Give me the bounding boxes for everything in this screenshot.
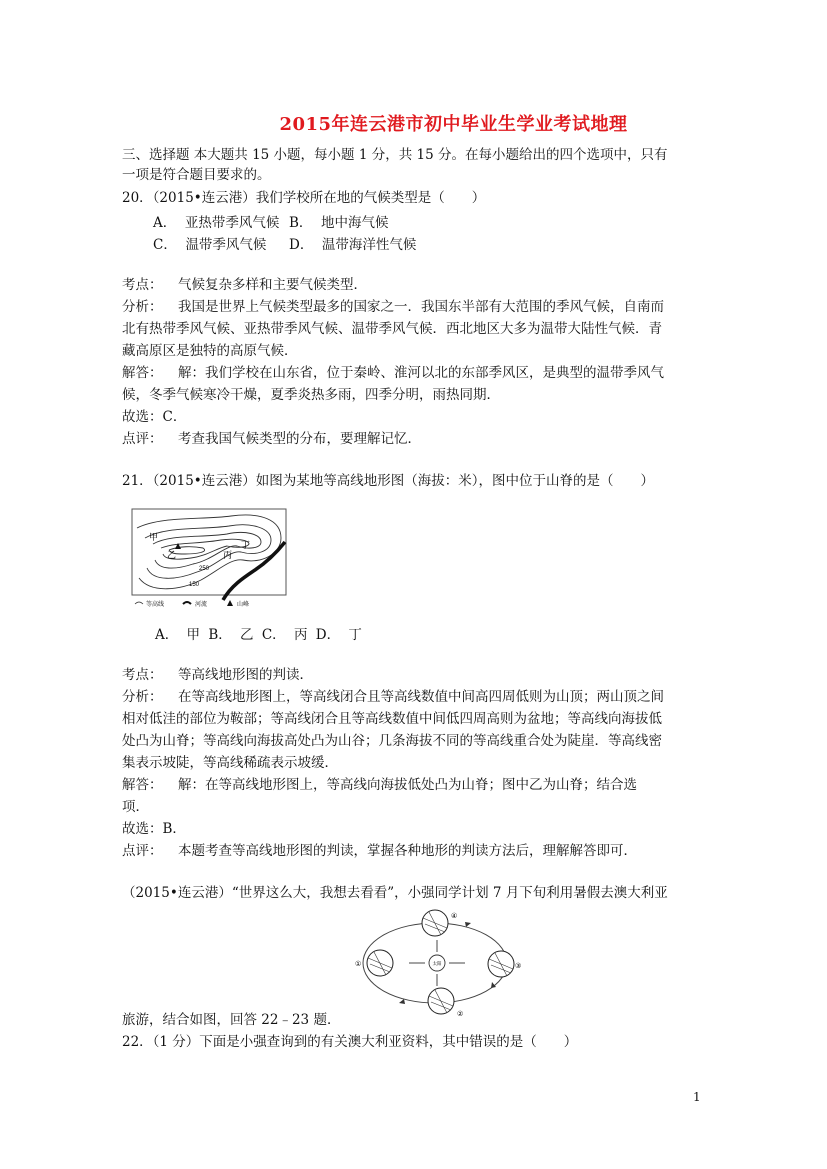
q20-jieda-1: 解答： 解：我们学校在山东省，位于秦岭、淮河以北的东部季风区，是典型的温带季风气 bbox=[122, 365, 664, 381]
map-label-jia: 甲 bbox=[149, 532, 159, 542]
q20-fenxi-3: 藏高原区是独特的高原气候． bbox=[122, 343, 298, 359]
q20-comment: 点评： 考查我国气候类型的分布，要理解记忆． bbox=[122, 431, 421, 447]
q21-fenxi-3: 处凸为山脊；等高线向海拔高处凸为山谷；几条海拔不同的等高线重合处为陡崖．等高线密 bbox=[122, 733, 662, 749]
contour-value-150: 150 bbox=[189, 582, 200, 588]
page-number: 1 bbox=[693, 1090, 701, 1104]
sun-label: 太阳 bbox=[432, 961, 442, 966]
q20-option-a: A． 亚热带季风气候 bbox=[153, 215, 280, 231]
contour-map-figure bbox=[131, 508, 287, 608]
orbit-label-1: ① bbox=[355, 960, 362, 968]
orbit-arrow-bottom bbox=[399, 999, 405, 1004]
q20-stem: 20．（2015•连云港）我们学校所在地的气候类型是（ ） bbox=[122, 190, 486, 206]
map-legend bbox=[135, 600, 249, 608]
q21-fenxi-2: 相对低洼的部位为鞍部；等高线闭合且等高线数值中间低四周高则为盆地；等高线向海拔低 bbox=[122, 711, 662, 727]
map-label-yi: 乙 bbox=[167, 550, 177, 560]
q20-option-b: B． 地中海气候 bbox=[289, 215, 389, 231]
q21-options: A． 甲 B． 乙 C． 丙 D． 丁 bbox=[155, 627, 362, 643]
map-label-ding: 丁 bbox=[241, 540, 251, 550]
orbit-arrow-top bbox=[465, 922, 471, 927]
q22-23-intro-1: （2015•连云港）“世界这么大，我想去看看”，小强同学计划 7 月下旬利用暑假去澳大利亚 bbox=[122, 885, 668, 901]
q20-option-d: D． 温带海洋性气候 bbox=[289, 237, 417, 253]
orbit-label-4: ④ bbox=[451, 912, 458, 920]
q20-fenxi-2: 北有热带季风气候、亚热带季风气候、温带季风气候．西北地区大多为温带大陆性气候．青 bbox=[122, 321, 662, 337]
q22-23-intro-2: 旅游，结合如图，回答 22﹣23 题． bbox=[122, 1012, 341, 1028]
q20-jieda-2: 候，冬季气候寒冷干燥，夏季炎热多雨，四季分明，雨热同期． bbox=[122, 387, 500, 403]
legend-contour-icon bbox=[135, 602, 143, 604]
q20-answer: 故选：C． bbox=[122, 409, 187, 425]
q21-stem: 21．（2015•连云港）如图为某地等高线地形图（海拔：米），图中位于山脊的是（ ） bbox=[122, 473, 654, 489]
legend-contour: 等高线 bbox=[146, 602, 165, 608]
q21-kaodian: 考点： 等高线地形图的判读． bbox=[122, 667, 313, 683]
legend-peak-icon bbox=[227, 600, 233, 606]
q21-comment: 点评： 本题考查等高线地形图的判读，掌握各种地形的判读方法后，理解解答即可． bbox=[122, 843, 637, 859]
q21-answer: 故选：B． bbox=[122, 821, 186, 837]
map-label-bing: 丙 bbox=[223, 550, 233, 560]
orbit-label-2: ② bbox=[457, 1010, 464, 1018]
q21-fenxi-4: 集表示坡陡，等高线稀疏表示坡缓． bbox=[122, 755, 338, 771]
q20-fenxi-1: 分析： 我国是世界上气候类型最多的国家之一．我国东半部有大范围的季风气候，自南而 bbox=[122, 299, 664, 315]
q22-stem: 22．（1 分）下面是小强查询到的有关澳大利亚资料，其中错误的是（ ） bbox=[122, 1034, 578, 1050]
earth-orbit-figure bbox=[345, 906, 525, 1020]
contour-value-250: 250 bbox=[199, 566, 210, 572]
section-instruction-line2: 一项是符合题目要求的。 bbox=[122, 167, 271, 183]
q21-jieda-1: 解答： 解：在等高线地形图上，等高线向海拔低处凸为山脊；图中乙为山脊；结合选 bbox=[122, 777, 637, 793]
q20-option-c: C． 温带季风气候 bbox=[153, 237, 267, 253]
q21-jieda-2: 项． bbox=[122, 799, 149, 815]
page-title: 2015年连云港市初中毕业生学业考试地理 bbox=[279, 114, 628, 135]
legend-river-icon bbox=[183, 602, 191, 604]
legend-river: 河流 bbox=[195, 602, 208, 608]
section-instruction-line1: 三、选择题 本大题共 15 小题，每小题 1 分，共 15 分。在每小题给出的四个选项中，只有 bbox=[122, 147, 668, 163]
q21-fenxi-1: 分析： 在等高线地形图上，等高线闭合且等高线数值中间高四周低则为山顶；两山顶之间 bbox=[122, 689, 664, 705]
legend-peak: 山峰 bbox=[237, 602, 250, 608]
q20-kaodian: 考点： 气候复杂多样和主要气候类型． bbox=[122, 277, 367, 293]
orbit-label-3: ③ bbox=[515, 962, 522, 970]
